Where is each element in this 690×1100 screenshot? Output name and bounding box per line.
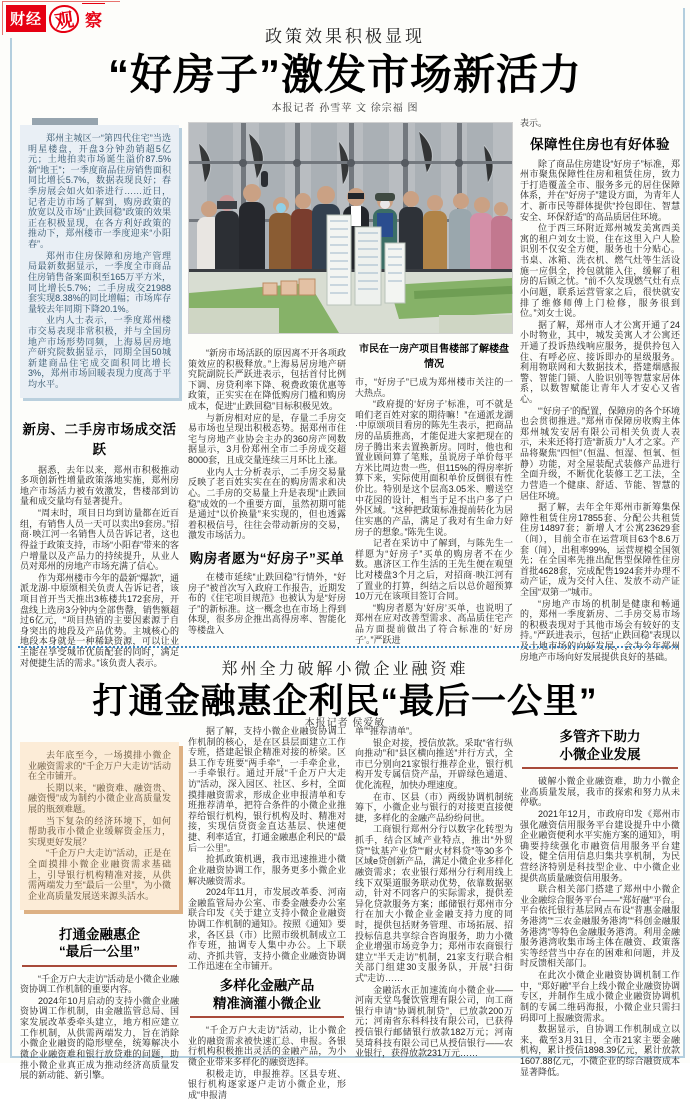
paragraph: “政府提的‘好房子’标准，可不就是咱们老百姓对家的期待嘛！”在通派龙湖·中原颂项目看房的陈先生表示，把商品房的品质推高，才能促进大家把现在的房子腾出来去置换新房。同时，他也和置业顾问算了笔账，虽说房子单价每平方米比周边贵一些，但115%的得房率折算下来，实际使用面积单价反倒很有性价比。特别是这个层高3.05米、赠送空中花园的设计，相当于足不出户多了户外区域。“这种把政策标准提前转化为居住实惠的产品，满足了我对有生命力好房子的想象。”陈先生说。 — [355, 399, 513, 537]
paragraph: 记者在采访中了解到，与陈先生一样愿为“好房子”买单的购房者不在少数。惠济区工作生活的王先生便在观望比对楼盘3个月之后，对招商·映江河有了置业的打算，纠结之后以总价超预算10万元在该项目签订合同。 — [355, 538, 513, 602]
banner-caijing-label: 财经 — [6, 5, 46, 32]
paragraph: 银企对接，授信放款。采取“省行纵向推动”和“县区横向推送”并行方式，全市已分别向21家银行推荐企业，银行机构开发专属信贷产品，开辟绿色通道、优化流程，加快办理速度。 — [355, 737, 513, 791]
paragraph: “购房者愿为‘好房’买单，也说明了郑州在应对改善型需求、高品质住宅产品方面提前做出了符合标准的‘好房子’。”严跃进 — [355, 602, 513, 645]
subhead-rule — [22, 965, 177, 967]
paragraph: 据了解，郑州市人才公寓开通了24小时物业，其中，城发美寓人才公寓还开通了投诉热线响应服务，提供拎包入住、有呼必应、接诉即办的星级服务。利用物联网和大数据技术，搭建烟感报警、智能门锁、人脸识别等智慧家居体系，以数智赋能让青年人才安心又省心。 — [520, 319, 680, 405]
right-frame-rule — [683, 8, 685, 1056]
paragraph: 积极走访，申报推荐。区县专班、银行机构逐家逐户走访小微企业，形成“申报清 — [188, 1068, 346, 1100]
article1-column-3 — [355, 340, 513, 645]
photo-caption: 市民在一房产项目售楼部了解楼盘情况 — [359, 344, 509, 370]
paragraph: 与新房相对应的是，存量二手房交易市场也呈现出积极态势。据郑州市住宅与房地产业协会主办的360房产网数据显示，3月份郑州全市二手房成交超8000套，且成交量连续三月环比上涨。 — [188, 412, 346, 466]
paragraph: 在楼市延续“止跌回稳”行情外，“好房子”被首次写入政府工作报告，近期发布的《住宅项目规范》也被认为是“好房子”的新标准。这一概念也在市场上得到体现，很多房企推出高得房率、智能化等楼盘入 — [188, 571, 346, 636]
paragraph: 业内人士表示，一季度郑州楼市交易表现非常积极，并与全国房地产市场形势同频，上海易居房地产研究院数据显示，同期全国50城新建商品住宅成交面积同比增长3%，郑州市场回暖表现力度高于平均水平。 — [28, 315, 171, 390]
paragraph: 据了解，去年全年郑州市新筹集保障性租赁住房17855套、分配公共租赁住房14897套；新增人才公寓23629套（间），目前全市在运营项目63个8.6万套（间），出租率99%，运营规模全国领先；在全国率先推出配售型保障性住房首批4628套，完成配售1924套并办理不动产证，成为交付入住、发放不动产证全国“双第一”城市。 — [520, 502, 680, 597]
article2-column-1 — [20, 726, 179, 1081]
subhead-rule — [522, 767, 678, 769]
article2-kicker: 郑州全力破解小微企业融资难 — [221, 661, 469, 678]
banner-guan-stamp: 观 — [47, 3, 81, 35]
paragraph: “新房市场活跃的原因离不开各项政策效应的积极释放。”上海易居房地产研究院副院长严跃进表示，包括首付比例下调、房贷利率下降、税费政策优惠等政策，正实实在在降低购房门槛和购房成本，促进“止跌回稳”目标积极见效。 — [188, 348, 346, 412]
article2-subhead-last-mile-line1: 打通金融惠企 — [59, 926, 140, 942]
article1-column-4 — [520, 118, 680, 662]
left-frame-rule — [10, 38, 12, 1056]
paragraph: 位于西三环附近郑州城发美寓西美寓的租户刘女士说，住在这里入户人脸识别不仅安全方便，服务也十分贴心。书桌、冰箱、洗衣机、燃气灶等生活设施一应俱全，拎包就能入住，缓解了租房的后顾之忧。“前不久发现燃气灶有点小问题，联系运营管家之后，很快就安排了维修师傅上门检修，服务很到位。”刘女士说。 — [520, 223, 680, 319]
paragraph: 除了商品住房建设“好房子”标准，郑州市聚焦保障性住房和租赁住房，致力于打造覆盖全市、服务多元的居住保障体系，并在“好房子”建设方面，为青年人才、新市民等群体提供“拎包即住、智慧安全、环保舒适”的高品质居住环境。 — [520, 158, 680, 222]
sales-office-photo — [188, 122, 513, 334]
article2-lead-box — [20, 742, 179, 910]
article2-column-4 — [520, 726, 680, 1077]
paragraph: 长期以来，“融资难、融资贵、融资慢”成为制约小微企业高质量发展的瓶颈难题。 — [28, 782, 171, 815]
paragraph: 去年底至今，一场摸排小微企业融资需求的“千企万户大走访”活动在全市铺开。 — [28, 750, 171, 782]
paragraph: 联合相关部门搭建了郑州中小微企业金融综合服务平台——“郑好融”平台。平台依托银行基层网点布设“普惠金融服务港湾”“三农金融服务港湾”“科创金融服务港湾”等特色金融服务港湾。利用金融服务港湾收集市场主体在融资、政策落实等经营当中存在的困难和问题，并及时反馈相关部门。 — [520, 884, 680, 969]
paragraph: 金融活水正加速流向小微企业——河南天堂鸟餐饮管理有限公司，向工商银行申请“协调机制贷”，已放款200万元；河南省东科科技有限公司，已获得授信银行邮储银行放款182万元；河南昊琦科技有限公司已从授信银行——农业银行，获得放款231万元…… — [355, 984, 513, 1059]
paragraph: 市，“好房子”已成为郑州楼市关注的一大热点。 — [355, 377, 513, 398]
article1-kicker: 政策效果积极显现 — [265, 27, 425, 46]
article1-lead-box — [20, 125, 179, 398]
paragraph: 2024年10月启动的支持小微企业融资协调工作机制，由金融监管总局、国家发展改革委牵头建立，地方相应建立工作机制，从供需两端发力，旨在消除小微企业融资的隐形壁垒，统筹解决小微企业融资难和银行放贷难的问题，助推小微企业真正成为推动经济高质量发展的新动能、新引擎。 — [20, 995, 179, 1081]
article2-subhead-multi-support-line2: 小微企业发展 — [559, 746, 641, 762]
paragraph: 工商银行郑州分行以数字化转型为抓手，结合区域产业特点，推出“外贸贷”“钛基产业贷”“耐火材料贷”等30多个区域e贷创新产品，满足小微企业多样化融资需求；农业银行郑州分行利用线上线下双渠道服务联动优势，依靠数据驱动，针对不同客户的实际需求，提供差异化贷款服务方案；邮储银行郑州市分行在加大小微企业金融支持力度的同时，提供包括财务管理、市场拓展、招投标信息共享综合咨询服务，助力小微企业增强市场竞争力；郑州市农商银行建立“半天走访”机制，21家支行联合相关部门组建30支服务队，开展“扫街式”走访…… — [355, 824, 514, 984]
paragraph: 业内人士分析表示，二手房交易量反映了老百姓实实在在的购房需求和决心。二手房的交易量上升是表现“止跌回稳”成效的一个重要方面，虽然初期可能是通过“以价换量”来实现的，但也透露着积极信号，往往会带动新房的交易，激发市场活力。 — [188, 466, 346, 541]
paragraph: “‘好房子’的配置，保障房的各个环境也会贯彻推进。”郑州市保障房收购主体郑州城发安居有限公司相关负责人表示，未来还将打造“新质力”人才之家。产品将聚焦“四恒”（恒温、恒湿、恒氧、恒静）功能，对全屋装配式装修产品进行全面升级，不断优化装修工艺工法，全力营造一个健康、舒适、节能、智慧的居住环境。 — [520, 405, 680, 501]
article2-subhead-products-line1: 多样化金融产品 — [219, 978, 315, 994]
paragraph: 作为郑州楼市今年的最新“爆款”，通派龙湖·中原颂相关负责人告诉记者，该项目首开当天推出3栋楼共172套房，开盘线上选房3分钟内全部售罄，销售额超过6亿元，“项目热销的主要因素源于自身突出的地段及产品优势。主城核心的地段本身就是一种稀缺资源，可以让业主能在享受城市优质配套的同时，满足对便捷生活的需求。”该负责人表示。 — [20, 572, 179, 668]
article1-headline: “好房子”激发市场新活力 — [107, 51, 582, 98]
article2-subhead-products-line2: 精准滴灌小微企业 — [213, 995, 321, 1011]
paragraph: 抢抓政策机遇，我市迅速推进小微企业融资协调工作，服务更多小微企业解决融资需求。 — [188, 854, 346, 886]
article1-column-1 — [20, 118, 179, 668]
paragraph: 当下复杂的经济环境下，如何帮助我市小微企业缓解资金压力，实现更好发展？ — [28, 815, 171, 847]
sales-office-photo-graphic — [189, 123, 512, 333]
article2-column-3 — [355, 726, 514, 1059]
paragraph: 表示。 — [520, 118, 548, 128]
paragraph: 郑州主城区一“第四代住宅”当选明星楼盘，开盘3分钟劲销超5亿元；土地拍卖市场诞生溢价87.5%新“地王”；一季度商品住房销售面积同比增长5.7%，数据表现良好；春季房展会如火如荼进行……近日，记者走访市场了解到，购房政策的放宽以及市场“止跌回稳”政策的效果正在积极显现，在各方利好政策的推动下，郑州楼市一季度迎来“小阳春”。 — [28, 133, 171, 250]
paragraph: 破解小微企业融资难，助力小微企业高质量发展，我市的探索和努力从未停歇。 — [520, 776, 680, 808]
paragraph: “房地产市场的机制是健康和畅通的，郑州一季度新房、二手房交易市场的积极表现对于其他市场会有较好的支持。”严跃进表示，包括“止跌回稳”表现以及土地市场的向好发展，会为今年郑州房地产市场向好发展提供良好的基础。 — [520, 598, 680, 662]
paragraph: “千企万户大走访”活动，让小微企业的融资需求被快速汇总、申报。各银行机构积极推出灵活的金融产品，为小微企业带来多样化的融资选择。 — [188, 1025, 346, 1067]
subhead-rule — [190, 1016, 344, 1018]
article1-byline: 本报记者 孙雪苹 文 徐宗福 图 — [271, 103, 419, 114]
lead-box-tab — [32, 118, 98, 125]
article1-subhead-buyers-pay: 购房者愿为“好房子”买单 — [189, 550, 345, 566]
paragraph: “千企万户大走访”活动是小微企业融资协调工作机制的重要内容。 — [20, 973, 179, 995]
section-banner — [6, 3, 105, 34]
paragraph: 在市、区县（市）两级协调机制统筹下，小微企业与银行的对接更直接便捷，多样化的金融产品纷纷问世。 — [355, 791, 513, 823]
article2-column-2 — [188, 726, 346, 1100]
paragraph: 在此次小微企业融资协调机制工作中，“郑好融”平台上线小微企业融资协调专区，并制作生成小微企业融资协调机制的专属二维码海报，小微企业只需扫码即可上报融资需求。 — [520, 970, 680, 1023]
paragraph: 据了解，支持小微企业融资协调工作机制的核心，是在区县层面建立工作专班，搭建起银企精准对接的桥梁。区县工作专班要“两手牵”，一手牵企业，一手牵银行。通过开展“千企万户大走访”活动，深入园区、社区、乡村，全面摸排融资需求，形成企业申报清单和专班推荐清单，把符合条件的小微企业推荐给银行机构，银行机构及时、精准对接，实现信贷资金直达基层、快速便捷、利率适宜，打通金融惠企利民的“最后一公里”。 — [188, 726, 346, 853]
paragraph: 单”“推荐清单”。 — [355, 726, 418, 736]
paragraph: 2024年11月，市发展改革委、河南金融监管局办公室、市委金融委办公室联合印发《关于建立支持小微企业融资协调工作机制的通知》。按照《通知》要求，各区县（市）比照市级机制成立工作专班，抽调专人集中办公。上下联动、齐抓共管，支持小微企业融资协调工作迅速在全市铺开。 — [188, 887, 346, 972]
article1-subhead-market-active: 新房、二手房市场成交活跃 — [22, 421, 177, 457]
paragraph: 据悉，去年以来，郑州市积极推动多项创新性增量政策落地实施，郑州房地产市场活力被有效激发，售楼部到访量和成交量均有显著提升。 — [20, 464, 179, 507]
article2-headline: 打通金融惠企利民“最后一公里” — [92, 682, 598, 721]
article1-subhead-affordable-housing: 保障性住房也有好体验 — [530, 136, 670, 152]
article-separator — [18, 646, 678, 648]
paragraph: “周末时，项目日均到访量都在近百组，有销售人员一天可以卖出9套房。”招商·映江河一名销售人员告诉记者，这也得益于政策支持，市场“小阳春”带来的客户增量以及产品力的持续提升，从业人员对郑州的房地产市场充满了信心。 — [20, 508, 179, 572]
banner-cha-label: 察 — [82, 3, 105, 34]
article1-column-2 — [188, 348, 346, 642]
paragraph: “千企万户大走访”活动，正是在全面摸排小微企业融资需求基础上，引导银行机构精准对接，从供需两端发力至“最后一公里”，为小微企业高质量发展送来源头活水。 — [28, 848, 171, 901]
paragraph: 2021年12月，市政府印发《郑州市强化融资信用服务平台建设提升中小微企业融资便利水平实施方案的通知》，明确要持续强化市融资信用服务平台建设，健全信用信息归集共享机制，为民营经济特别是科技型企业、中小微企业提供高质量融资信用服务。 — [520, 808, 680, 883]
article2-subhead-last-mile-line2: “最后一公里” — [59, 944, 140, 960]
paragraph: 郑州市住房保障和房地产管理局最新数据显示，一季度全市商品住房销售备案面积至165万平方米，同比增长5.7%；二手房成交21988套实现8.38%的同比增幅；市场库存量较去年同期下降20.1%。 — [28, 250, 171, 314]
paragraph: 数据显示，自协调工作机制成立以来，截至3月31日，全市21家主要金融机构，累计授信1898.39亿元，累计放款1607.88亿元，小微企业的综合融资成本显著降低。 — [520, 1024, 680, 1077]
article2-subhead-multi-support-line1: 多管齐下助力 — [559, 729, 641, 744]
article2-byline: 本报记者 侯爱敏 — [304, 718, 386, 729]
